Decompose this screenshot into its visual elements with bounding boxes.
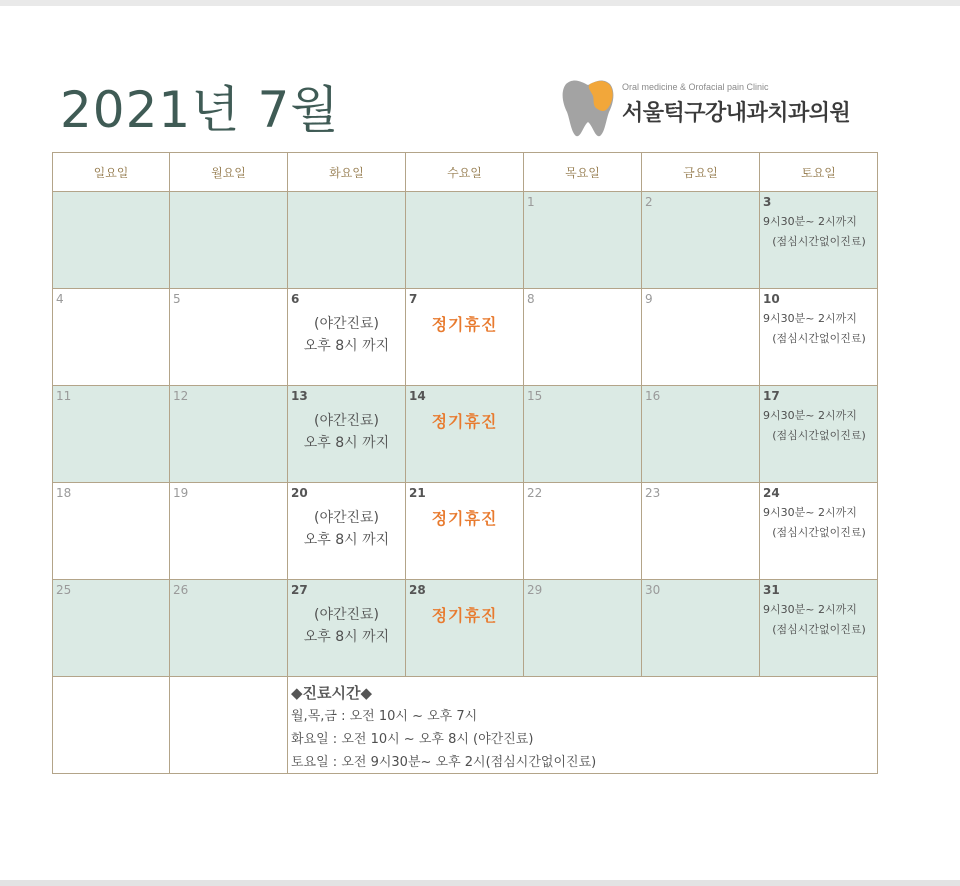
weekday-header-row	[53, 153, 878, 192]
weekday-header: 토요일	[760, 153, 878, 192]
night-clinic-line2: 오후 8시 까지	[303, 435, 390, 451]
day-cell	[406, 386, 524, 483]
clinic-logo	[560, 78, 870, 142]
day-cell	[288, 386, 406, 483]
day-number: 6	[291, 292, 300, 306]
day-cell	[760, 483, 878, 580]
saturday-hours-line1: 9시30분~ 2시까지	[763, 506, 857, 519]
day-cell	[53, 580, 170, 677]
clinic-hours	[291, 682, 596, 774]
night-clinic-line1: (야간진료)	[313, 607, 380, 623]
night-clinic-line2: 오후 8시 까지	[303, 338, 390, 354]
night-clinic-line1: (야간진료)	[313, 316, 380, 332]
hours-cell	[288, 677, 878, 774]
saturday-hours-note	[763, 600, 875, 640]
day-cell	[170, 483, 288, 580]
calendar-table	[52, 152, 878, 774]
day-number: 1	[527, 195, 535, 209]
day-number: 8	[527, 292, 535, 306]
tooth-icon	[560, 78, 616, 138]
day-number: 25	[56, 583, 72, 597]
day-cell	[524, 192, 642, 289]
day-number: 22	[527, 486, 543, 500]
day-cell	[642, 192, 760, 289]
day-number: 9	[645, 292, 653, 306]
clinic-hours-heading: ◆진료시간◆	[291, 684, 373, 702]
day-cell	[760, 192, 878, 289]
saturday-hours-note	[763, 309, 875, 349]
day-cell	[406, 192, 524, 289]
day-number: 2	[645, 195, 653, 209]
day-number: 10	[763, 292, 780, 306]
day-cell	[53, 386, 170, 483]
day-number: 11	[56, 389, 72, 403]
saturday-hours-note	[763, 503, 875, 543]
week-row	[53, 386, 878, 483]
day-number: 27	[291, 583, 308, 597]
day-number: 23	[645, 486, 661, 500]
closed-day-label: 정기휴진	[431, 509, 498, 528]
day-number: 3	[763, 195, 772, 209]
day-cell	[524, 483, 642, 580]
day-cell	[642, 386, 760, 483]
weekday-header: 수요일	[406, 153, 524, 192]
saturday-hours-line2: (점심시간없이진료)	[772, 235, 866, 248]
day-number: 15	[527, 389, 543, 403]
day-number: 14	[409, 389, 426, 403]
clinic-hours-saturday: 토요일 : 오전 9시30분~ 오후 2시(점심시간없이진료)	[291, 755, 597, 770]
night-clinic-note	[288, 604, 405, 648]
night-clinic-note	[288, 313, 405, 357]
top-border	[0, 0, 960, 6]
saturday-hours-line1: 9시30분~ 2시까지	[763, 215, 857, 228]
bottom-border	[0, 880, 960, 886]
day-cell	[406, 580, 524, 677]
night-clinic-line1: (야간진료)	[313, 413, 380, 429]
day-cell	[642, 483, 760, 580]
day-number: 13	[291, 389, 308, 403]
day-cell	[170, 386, 288, 483]
day-cell	[406, 289, 524, 386]
closed-day-label: 정기휴진	[431, 315, 498, 334]
day-number: 7	[409, 292, 418, 306]
day-number: 18	[56, 486, 72, 500]
day-cell	[288, 483, 406, 580]
saturday-hours-note	[763, 212, 875, 252]
logo-clinic-name: 서울턱구강내과치과의원	[622, 101, 851, 126]
weekday-header: 금요일	[642, 153, 760, 192]
day-cell	[524, 580, 642, 677]
weekday-header: 화요일	[288, 153, 406, 192]
day-cell	[288, 192, 406, 289]
week-row	[53, 289, 878, 386]
calendar-title: 2021년 7월	[60, 81, 340, 139]
weekday-header: 목요일	[524, 153, 642, 192]
night-clinic-line1: (야간진료)	[313, 510, 380, 526]
day-cell	[170, 192, 288, 289]
day-number: 17	[763, 389, 780, 403]
empty-cell	[53, 677, 170, 774]
clinic-hours-tuesday: 화요일 : 오전 10시 ~ 오후 8시 (야간진료)	[291, 732, 534, 747]
day-cell	[760, 386, 878, 483]
day-number: 5	[173, 292, 181, 306]
week-row	[53, 580, 878, 677]
logo-subtitle: Oral medicine & Orofacial pain Clinic	[622, 82, 769, 92]
day-cell	[642, 580, 760, 677]
day-cell	[53, 289, 170, 386]
empty-cell	[170, 677, 288, 774]
day-cell	[288, 289, 406, 386]
day-cell	[760, 289, 878, 386]
day-cell	[760, 580, 878, 677]
night-clinic-note	[288, 410, 405, 454]
clinic-hours-weekday: 월,목,금 : 오전 10시 ~ 오후 7시	[291, 709, 478, 724]
weekday-header: 월요일	[170, 153, 288, 192]
night-clinic-line2: 오후 8시 까지	[303, 629, 390, 645]
week-row	[53, 483, 878, 580]
hours-row	[53, 677, 878, 774]
saturday-hours-line2: (점심시간없이진료)	[772, 332, 866, 345]
day-cell	[170, 580, 288, 677]
week-row	[53, 192, 878, 289]
day-number: 29	[527, 583, 543, 597]
day-number: 12	[173, 389, 189, 403]
night-clinic-note	[288, 507, 405, 551]
day-number: 24	[763, 486, 780, 500]
day-number: 28	[409, 583, 426, 597]
day-number: 19	[173, 486, 189, 500]
day-cell	[642, 289, 760, 386]
night-clinic-line2: 오후 8시 까지	[303, 532, 390, 548]
day-number: 30	[645, 583, 661, 597]
day-cell	[406, 483, 524, 580]
day-cell	[524, 289, 642, 386]
day-cell	[53, 192, 170, 289]
closed-day-label: 정기휴진	[431, 412, 498, 431]
day-number: 31	[763, 583, 780, 597]
saturday-hours-line2: (점심시간없이진료)	[772, 623, 866, 636]
closed-day-label: 정기휴진	[431, 606, 498, 625]
day-cell	[53, 483, 170, 580]
day-cell	[524, 386, 642, 483]
day-number: 4	[56, 292, 64, 306]
saturday-hours-line2: (점심시간없이진료)	[772, 526, 866, 539]
weekday-header: 일요일	[53, 153, 170, 192]
saturday-hours-line2: (점심시간없이진료)	[772, 429, 866, 442]
day-cell	[288, 580, 406, 677]
day-number: 26	[173, 583, 189, 597]
saturday-hours-line1: 9시30분~ 2시까지	[763, 409, 857, 422]
day-number: 16	[645, 389, 661, 403]
saturday-hours-line1: 9시30분~ 2시까지	[763, 603, 857, 616]
saturday-hours-line1: 9시30분~ 2시까지	[763, 312, 857, 325]
day-number: 20	[291, 486, 308, 500]
day-cell	[170, 289, 288, 386]
day-number: 21	[409, 486, 426, 500]
saturday-hours-note	[763, 406, 875, 446]
